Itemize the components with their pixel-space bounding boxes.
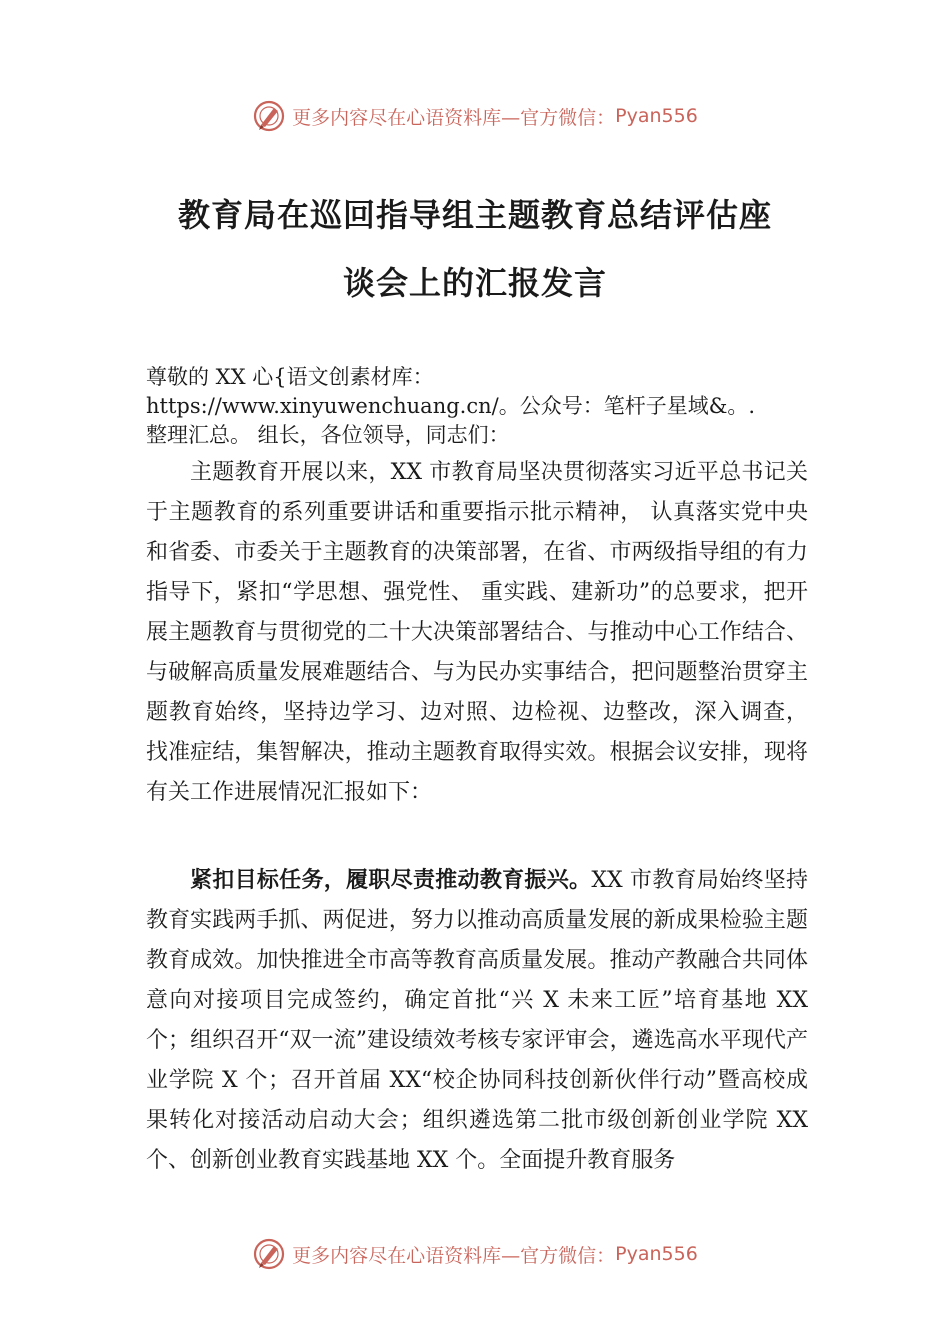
body-paragraph-1: 主题教育开展以来，XX 市教育局坚决贯彻落实习近平总书记关于主题教育的系列重要讲话和重要指示批示精神， 认真落实党中央和省委、市委关于主题教育的决策部署，在省、市两级指导组的有力指导下，紧扣“学思想、强党性、 重实践、建新功”的总要求，把开展主题教育与贯彻党的二十大决策部署结合、与推动中心工作结合、与破解高质量发展难题结合、与为民办实事结合，把问题整治贯穿主题教育始终，坚持边学习、边对照、边检视、边整改，深入调查， 找准症结，集智解决，推动主题教育取得实效。根据会议安排，现将有关工作进展情况汇报如下： [146,460,808,805]
document-title-line2: 谈会上的汇报发言 [342,264,607,302]
watermark-wechat-id: Pyan556 [615,1243,698,1265]
watermark-text: 更多内容尽在心语资料库—官方微信： [292,1244,616,1267]
salutation-block [146,363,846,450]
salutation-line2: https://www.xinyuwenchuang.cn/。公众号：笔杆子星域&。. [146,394,756,418]
watermark-banner-top [0,96,950,136]
watermark-wechat-id: Pyan556 [615,105,698,127]
body-paragraph-2 [146,861,808,1181]
paragraph-2-text: XX 市教育局始终坚持教育实践两手抓、两促进，努力以推动高质量发展的新成果检验主题教育成效。加快推进全市高等教育高质量发展。推动产教融合共同体意向对接项目完成签约，确定首批“兴 X 未来工匠”培育基地 XX 个；组织召开“双一流”建设绩效考核专家评审会，遴选高水平现代产业学院 X 个；召开首届 XX“校企协同科技创新伙伴行动”暨高校成果转化对接活动启动大会；组织遴选第二批市级创新创业学院 XX 个、创新创业教育实践基地 XX 个。全面提升教育服务 [146,868,808,1173]
pen-logo-icon [252,99,286,133]
document-title-line1: 教育局在巡回指导组主题教育总结评估座 [177,196,772,234]
pen-logo-icon [252,1237,286,1271]
salutation-line3: 整理汇总。 组长，各位领导，同志们： [146,423,510,447]
paragraph-2-lead-heading: 紧扣目标任务，履职尽责推动教育振兴。 [190,868,592,893]
watermark-text: 更多内容尽在心语资料库—官方微信： [292,106,616,129]
salutation-line1: 尊敬的 XX 心{语文创素材库： [146,365,434,389]
watermark-banner-bottom [0,1234,950,1274]
